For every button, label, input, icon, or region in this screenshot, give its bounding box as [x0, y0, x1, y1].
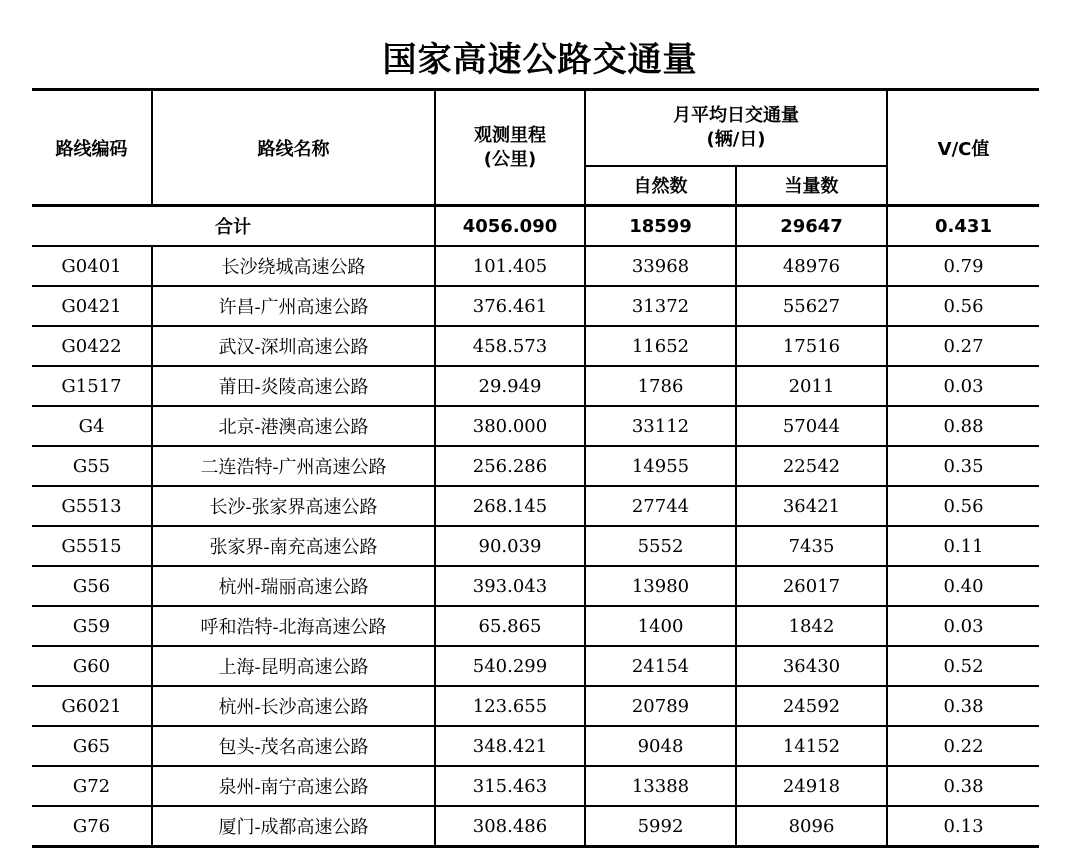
route-code-cell: G5513 — [32, 486, 152, 526]
table-row — [32, 726, 1039, 766]
route-code-cell: G1517 — [32, 366, 152, 406]
mileage-cell: 376.461 — [435, 286, 585, 326]
table-row — [32, 646, 1039, 686]
equivalent-count-cell: 24592 — [736, 686, 887, 726]
page-title: 国家高速公路交通量 — [382, 40, 698, 80]
vc-ratio-cell: 0.27 — [887, 326, 1039, 366]
mileage-cell: 348.421 — [435, 726, 585, 766]
total-equivalent: 29647 — [736, 206, 887, 247]
table-row — [32, 246, 1039, 286]
vc-ratio-cell: 0.03 — [887, 366, 1039, 406]
natural-count-cell: 14955 — [585, 446, 736, 486]
table-row — [32, 366, 1039, 406]
table-row — [32, 806, 1039, 847]
header-mileage-line1: 观测里程 — [474, 124, 546, 146]
vc-ratio-cell: 0.40 — [887, 566, 1039, 606]
total-row — [32, 206, 1039, 247]
natural-count-cell: 1786 — [585, 366, 736, 406]
equivalent-count-cell: 2011 — [736, 366, 887, 406]
table-row — [32, 606, 1039, 646]
route-name-cell: 杭州-瑞丽高速公路 — [152, 566, 435, 606]
natural-count-cell: 31372 — [585, 286, 736, 326]
table-row — [32, 446, 1039, 486]
route-name-cell: 长沙绕城高速公路 — [152, 246, 435, 286]
header-equivalent-count: 当量数 — [736, 166, 887, 206]
total-mileage: 4056.090 — [435, 206, 585, 247]
natural-count-cell: 5552 — [585, 526, 736, 566]
natural-count-cell: 13388 — [585, 766, 736, 806]
table-row — [32, 406, 1039, 446]
natural-count-cell: 27744 — [585, 486, 736, 526]
table-row — [32, 486, 1039, 526]
route-name-cell: 上海-昆明高速公路 — [152, 646, 435, 686]
total-natural: 18599 — [585, 206, 736, 247]
route-name-cell: 厦门-成都高速公路 — [152, 806, 435, 847]
mileage-cell: 29.949 — [435, 366, 585, 406]
vc-ratio-cell: 0.52 — [887, 646, 1039, 686]
vc-ratio-cell: 0.88 — [887, 406, 1039, 446]
route-code-cell: G59 — [32, 606, 152, 646]
natural-count-cell: 20789 — [585, 686, 736, 726]
table-row — [32, 526, 1039, 566]
header-daily-traffic — [585, 90, 887, 166]
natural-count-cell: 1400 — [585, 606, 736, 646]
route-name-cell: 长沙-张家界高速公路 — [152, 486, 435, 526]
equivalent-count-cell: 22542 — [736, 446, 887, 486]
route-name-cell: 许昌-广州高速公路 — [152, 286, 435, 326]
mileage-cell: 123.655 — [435, 686, 585, 726]
natural-count-cell: 11652 — [585, 326, 736, 366]
equivalent-count-cell: 14152 — [736, 726, 887, 766]
header-mileage — [435, 90, 585, 206]
natural-count-cell: 33968 — [585, 246, 736, 286]
route-code-cell: G76 — [32, 806, 152, 847]
mileage-cell: 101.405 — [435, 246, 585, 286]
route-code-cell: G0421 — [32, 286, 152, 326]
equivalent-count-cell: 8096 — [736, 806, 887, 847]
table-body — [32, 206, 1039, 847]
equivalent-count-cell: 24918 — [736, 766, 887, 806]
total-label: 合计 — [32, 206, 435, 247]
route-code-cell: G0401 — [32, 246, 152, 286]
route-code-cell: G55 — [32, 446, 152, 486]
route-code-cell: G5515 — [32, 526, 152, 566]
route-code-cell: G56 — [32, 566, 152, 606]
header-route-code: 路线编码 — [32, 90, 152, 206]
equivalent-count-cell: 1842 — [736, 606, 887, 646]
mileage-cell: 268.145 — [435, 486, 585, 526]
route-code-cell: G4 — [32, 406, 152, 446]
mileage-cell: 308.486 — [435, 806, 585, 847]
table-row — [32, 286, 1039, 326]
header-vc-ratio: V/C值 — [887, 90, 1039, 206]
equivalent-count-cell: 48976 — [736, 246, 887, 286]
table-header — [32, 90, 1039, 206]
table-row — [32, 566, 1039, 606]
route-code-cell: G6021 — [32, 686, 152, 726]
vc-ratio-cell: 0.56 — [887, 286, 1039, 326]
route-name-cell: 莆田-炎陵高速公路 — [152, 366, 435, 406]
table-row — [32, 326, 1039, 366]
route-name-cell: 包头-茂名高速公路 — [152, 726, 435, 766]
header-route-name: 路线名称 — [152, 90, 435, 206]
mileage-cell: 65.865 — [435, 606, 585, 646]
route-name-cell: 呼和浩特-北海高速公路 — [152, 606, 435, 646]
natural-count-cell: 5992 — [585, 806, 736, 847]
equivalent-count-cell: 55627 — [736, 286, 887, 326]
vc-ratio-cell: 0.56 — [887, 486, 1039, 526]
route-name-cell: 北京-港澳高速公路 — [152, 406, 435, 446]
vc-ratio-cell: 0.11 — [887, 526, 1039, 566]
route-code-cell: G60 — [32, 646, 152, 686]
traffic-table — [32, 88, 1039, 848]
table-row — [32, 766, 1039, 806]
equivalent-count-cell: 36421 — [736, 486, 887, 526]
mileage-cell: 256.286 — [435, 446, 585, 486]
vc-ratio-cell: 0.38 — [887, 766, 1039, 806]
header-natural-count: 自然数 — [585, 166, 736, 206]
route-name-cell: 武汉-深圳高速公路 — [152, 326, 435, 366]
vc-ratio-cell: 0.03 — [887, 606, 1039, 646]
vc-ratio-cell: 0.35 — [887, 446, 1039, 486]
mileage-cell: 90.039 — [435, 526, 585, 566]
mileage-cell: 540.299 — [435, 646, 585, 686]
mileage-cell: 315.463 — [435, 766, 585, 806]
route-name-cell: 泉州-南宁高速公路 — [152, 766, 435, 806]
route-code-cell: G72 — [32, 766, 152, 806]
header-mileage-line2: (公里) — [483, 148, 537, 170]
total-vc: 0.431 — [887, 206, 1039, 247]
vc-ratio-cell: 0.38 — [887, 686, 1039, 726]
route-name-cell: 二连浩特-广州高速公路 — [152, 446, 435, 486]
table-row — [32, 686, 1039, 726]
vc-ratio-cell: 0.13 — [887, 806, 1039, 847]
equivalent-count-cell: 57044 — [736, 406, 887, 446]
mileage-cell: 458.573 — [435, 326, 585, 366]
mileage-cell: 380.000 — [435, 406, 585, 446]
route-code-cell: G65 — [32, 726, 152, 766]
natural-count-cell: 9048 — [585, 726, 736, 766]
mileage-cell: 393.043 — [435, 566, 585, 606]
equivalent-count-cell: 7435 — [736, 526, 887, 566]
vc-ratio-cell: 0.79 — [887, 246, 1039, 286]
vc-ratio-cell: 0.22 — [887, 726, 1039, 766]
route-name-cell: 杭州-长沙高速公路 — [152, 686, 435, 726]
header-daily-traffic-line1: 月平均日交通量 — [673, 104, 799, 126]
route-code-cell: G0422 — [32, 326, 152, 366]
natural-count-cell: 24154 — [585, 646, 736, 686]
header-daily-traffic-line2: (辆/日) — [706, 128, 766, 150]
equivalent-count-cell: 36430 — [736, 646, 887, 686]
natural-count-cell: 33112 — [585, 406, 736, 446]
natural-count-cell: 13980 — [585, 566, 736, 606]
route-name-cell: 张家界-南充高速公路 — [152, 526, 435, 566]
equivalent-count-cell: 17516 — [736, 326, 887, 366]
equivalent-count-cell: 26017 — [736, 566, 887, 606]
